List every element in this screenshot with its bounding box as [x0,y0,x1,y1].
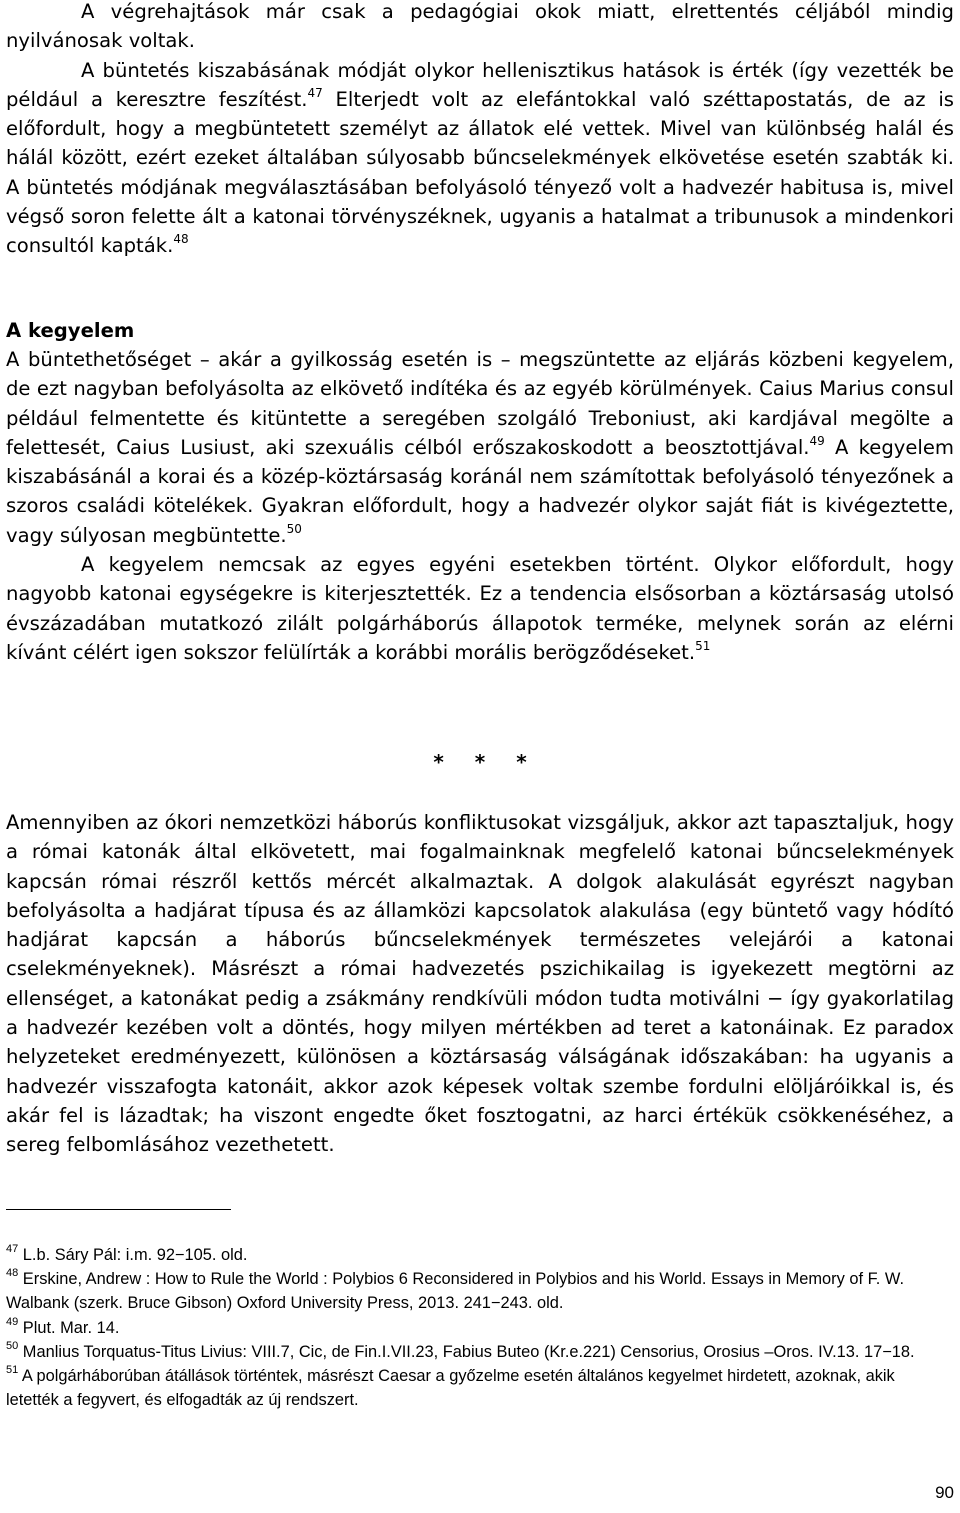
paragraph-text: Elterjedt volt az elefántokkal való széttapostatás, de az is előfordult, hogy a megbüntetett személyt az állatok elé vettek. Mivel van különbség halál és hálál között, ezért ezeket általában súlyosabb bűncselekmények elkövetése esetén szabták ki. A büntetés módjának megválasztásában befolyásoló tényező volt a hadvezér habitusa is, mivel végső soron felette ált a katonai törvényszéknek, ugyanis a hatalmat a tribunusok a mindenkori consultól kapták. [6,87,954,258]
footnote-ref[interactable]: 47 [307,85,323,100]
footnote-ref[interactable]: 50 [286,521,302,536]
text-block-mercy [6,345,954,667]
footnote-text: L.b. Sáry Pál: i.m. 92−105. old. [18,1246,248,1264]
paragraph [6,550,954,667]
footnote [6,1364,926,1412]
section-separator: * * * [433,750,539,774]
footnote-number: 50 [6,1339,19,1352]
footnote-divider [6,1209,231,1210]
footnotes [6,1243,926,1412]
footnote-number: 51 [6,1364,19,1377]
footnote-text: A polgárháborúban átállások történtek, másrészt Caesar a győzelme esetén általános kegyelmet hirdetett, azoknak, akik letették a fegyvert, és elfogadták az új rendszert. [6,1367,895,1410]
footnote-ref[interactable]: 49 [809,433,825,448]
footnote-ref[interactable]: 51 [695,638,711,653]
page-number: 90 [935,1483,954,1502]
paragraph-text: A végrehajtások már csak a pedagógiai okok miatt, elrettentés céljából mindig nyilvánosak voltak. [6,0,954,53]
paragraph-text: A kegyelem nemcsak az egyes egyéni esetekben történt. Olykor előfordult, hogy nagyobb katonai egységekre is kiterjesztették. Ez a tendencia elsősorban a köztársaság utolsó évszázadában mutatkozó zilált polgárháborús állapotok terméke, melynek során az elérni kívánt célért igen sokszor felülírták a korábbi morális berögződéseket. [6,553,954,664]
footnote [6,1267,926,1315]
paragraph [6,0,954,56]
section-heading: A kegyelem [6,319,135,342]
text-block-war-crimes [6,808,954,1160]
footnote-text: Manlius Torquatus-Titus Livius: VIII.7, Cic, de Fin.I.VII.23, Fabius Buteo (Kr.e.221) Censorius, Orosius –Oros. IV.13. 17−18. [18,1342,915,1361]
paragraph-text: A büntetés kiszabásának módját olykor hellenisztikus hatások is érték (így vezették be például a keresztre feszítést. [6,58,954,111]
footnote-number: 48 [6,1267,19,1280]
footnote-number: 47 [6,1243,19,1255]
footnote-text: Plut. Mar. 14. [18,1318,120,1337]
paragraph [6,345,954,550]
footnote [6,1316,926,1340]
paragraph-text: A büntethetőséget – akár a gyilkosság esetén is – megszüntette az eljárás közbeni kegyelem, de ezt nagyban befolyásolta az elkövető indítéka és az egyéb körülmények. Caius Marius consul például felmentette és kitüntette a seregében szolgáló Treboniust, aki kardjával megölte a felettesét, Caius Lusiust, aki szexuális célból erőszakoskodott a beosztottjával. [6,348,954,459]
paragraph: Amennyiben az ókori nemzetközi háborús konfliktusokat vizsgáljuk, akkor azt tapasztaljuk, hogy a római katonák által elkövetett, mai fogalmainknak megfelelő katonai bűncselekmények kapcsán római részről kettős mércét alkalmaztak. A dolgok alakulását egyrészt nagyban befolyásolta a hadjárat típusa és az államközi kapcsolatok alakulása (egy büntető vagy hódító hadjárat kapcsán a háborús bűncselekmények természetes velejárói a katonai cselekményeknek). Másrészt a római hadvezetés pszichikailag is igyekezett megtörni az ellenséget, a katonákat pedig a zsákmány rendkívüli módon tudta motiválni − így gyakorlatilag a hadvezér kezében volt a döntés, hogy milyen mértékben ad teret a katonáinak. Ez paradox helyzeteket eredményezett, különösen a köztársaság válságának időszakában: ha ugyanis a hadvezér visszafogta katonáit, akkor azok képesek voltak szembe fordulni elöljáróikkal is, és akár fel is lázadtak; ha viszont engedte őket fosztogatni, az harci értékük csökkenéséhez, a sereg felbomlásához vezethetett. [6,811,954,1157]
footnote-ref[interactable]: 48 [173,232,189,247]
footnote [6,1340,926,1364]
footnote [6,1243,926,1267]
text-block-execution [6,0,954,261]
footnote-text: Erskine, Andrew : How to Rule the World : Polybios 6 Reconsidered in Polybios and his World. Essays in Memory of F. W. Walbank (szerk. Bruce Gibson) Oxford University Press, 2013. 241−243. old. [6,1270,905,1313]
paragraph-text: A kegyelem kiszabásánál a korai és a közép-köztársaság koránál nem számítottak befolyásoló tényezőnek a szoros családi kötelékek. Gyakran előfordult, hogy a hadvezér olykor saját fiát is kivégeztette, vagy súlyosan megbüntette. [6,435,954,547]
paragraph [6,56,954,261]
footnote-number: 49 [6,1315,19,1328]
